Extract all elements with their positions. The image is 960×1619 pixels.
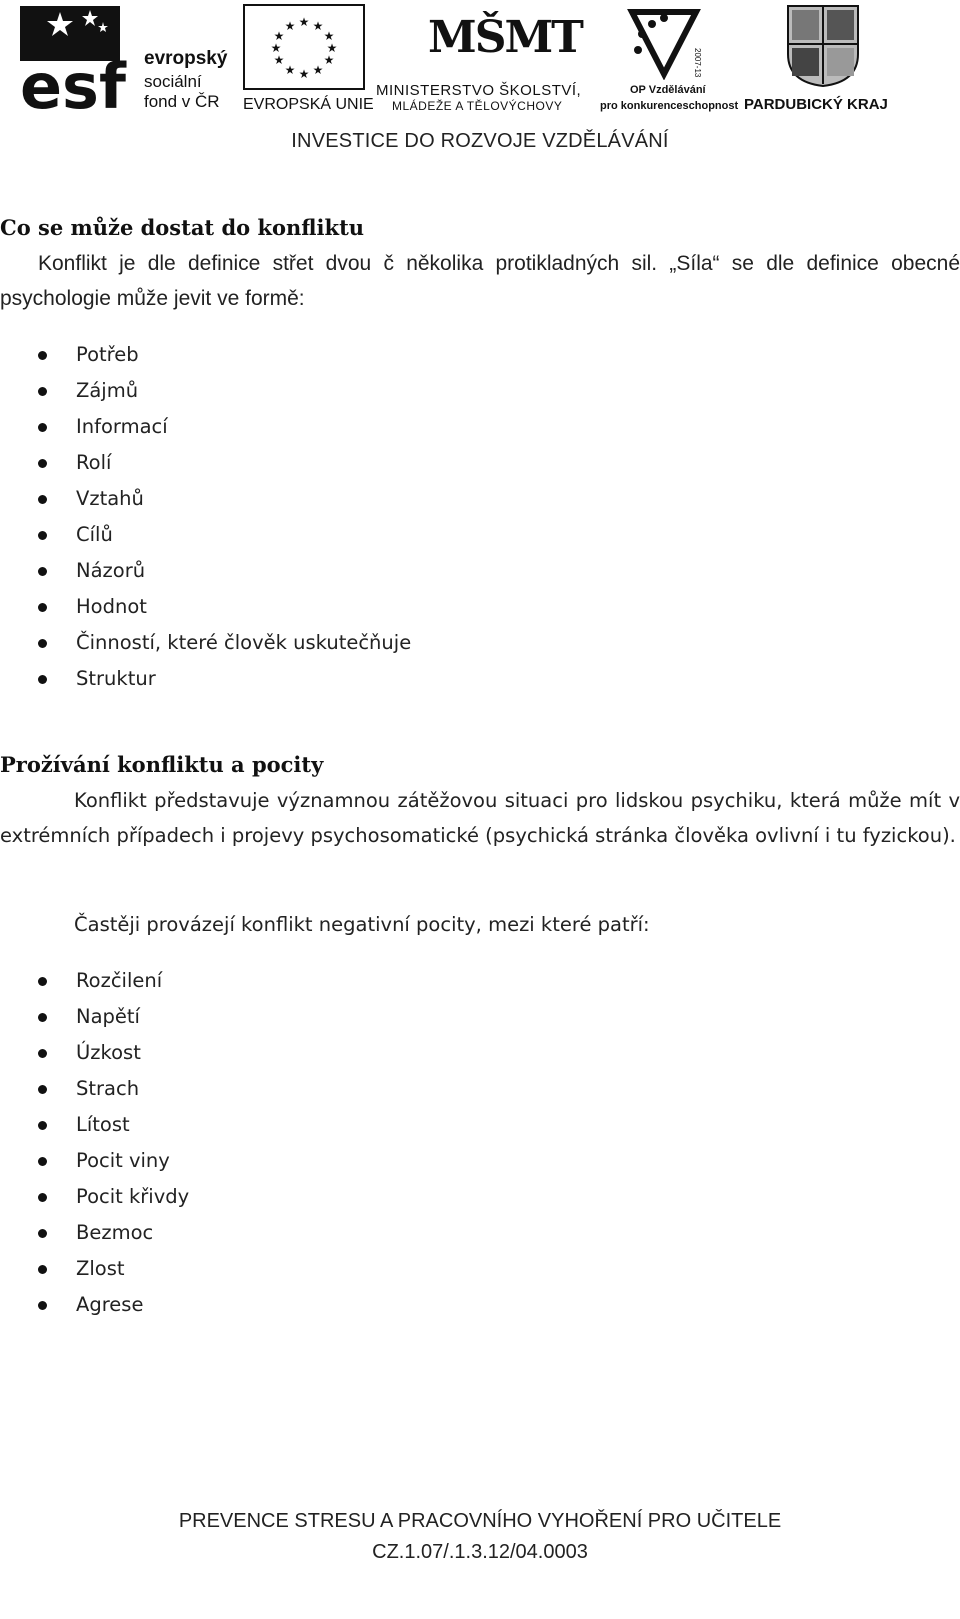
op-vk-mark-icon xyxy=(624,4,704,80)
op-line2: pro konkurenceschopnost xyxy=(600,100,739,112)
msmt-mark: MŠMT xyxy=(428,12,582,63)
list-item: Činností, které člověk uskutečňuje xyxy=(0,625,411,661)
bullet-icon xyxy=(38,351,47,360)
bullet-icon xyxy=(38,495,47,504)
svg-text:★: ★ xyxy=(284,19,296,33)
section1-intro: Konflikt je dle definice střet dvou č několika protikladných sil. „Síla“ se dle definice obecné psychologie může jevit ve formě: xyxy=(0,252,960,310)
msmt-line2: MLÁDEŽE A TĚLOVÝCHOVY xyxy=(392,99,563,113)
bullet-icon xyxy=(38,639,47,648)
list-item: Názorů xyxy=(0,553,411,589)
bullet-icon xyxy=(38,531,47,540)
section1-list xyxy=(0,337,411,697)
coat-of-arms-icon xyxy=(786,4,860,88)
list-item: Zlost xyxy=(0,1251,189,1287)
op-vk-logo xyxy=(600,4,740,114)
bullet-icon xyxy=(38,1049,47,1058)
list-item: Vztahů xyxy=(0,481,411,517)
tagline: INVESTICE DO ROZVOJE VZDĚLÁVÁNÍ xyxy=(291,130,669,152)
kraj-label: PARDUBICKÝ KRAJ xyxy=(744,96,888,113)
list-item: Zájmů xyxy=(0,373,411,409)
footer-title: PREVENCE STRESU A PRACOVNÍHO VYHOŘENÍ PRO UČITELE xyxy=(178,1510,782,1532)
bullet-icon xyxy=(38,1193,47,1202)
svg-text:★: ★ xyxy=(273,29,285,43)
svg-text:★: ★ xyxy=(326,41,338,55)
bullet-icon xyxy=(38,1265,47,1274)
list-item: Rozčilení xyxy=(0,963,189,999)
svg-text:★: ★ xyxy=(270,41,282,55)
svg-text:★: ★ xyxy=(323,53,335,67)
bullet-icon xyxy=(38,1085,47,1094)
esf-line1: evropský xyxy=(144,48,228,69)
list-item: Informací xyxy=(0,409,411,445)
list-item: Potřeb xyxy=(0,337,411,373)
bullet-icon xyxy=(38,977,47,986)
section2-paragraph: Konflikt představuje významnou zátěžovou situaci pro lidskou psychiku, která může mít v extrémních případech i projevy psychosomatické (psychická stránka člověka ovlivní i tu fyzickou). xyxy=(0,789,960,847)
svg-text:★: ★ xyxy=(312,63,324,77)
bullet-icon xyxy=(38,1229,47,1238)
logo-band xyxy=(0,0,960,160)
op-line1: OP Vzdělávání xyxy=(630,84,706,96)
pardubicky-kraj-logo xyxy=(744,4,914,114)
list-item: Napětí xyxy=(0,999,189,1035)
svg-text:★: ★ xyxy=(298,67,310,81)
list-item: Úzkost xyxy=(0,1035,189,1071)
svg-text:★: ★ xyxy=(298,15,310,29)
bullet-icon xyxy=(38,1157,47,1166)
list-item: Agrese xyxy=(0,1287,189,1323)
svg-text:★: ★ xyxy=(312,19,324,33)
section1-title: Co se může dostat do konfliktu xyxy=(0,215,365,240)
section2-lead: Častěji provázejí konflikt negativní pocity, mezi které patří: xyxy=(74,913,650,936)
esf-mark-icon xyxy=(18,4,148,112)
eu-label: EVROPSKÁ UNIE xyxy=(243,96,374,113)
list-item: Pocit viny xyxy=(0,1143,189,1179)
list-item: Hodnot xyxy=(0,589,411,625)
eu-flag-icon xyxy=(243,4,365,90)
svg-text:★: ★ xyxy=(273,53,285,67)
bullet-icon xyxy=(38,1301,47,1310)
bullet-icon xyxy=(38,387,47,396)
section2-title: Prožívání konfliktu a pocity xyxy=(0,752,324,777)
section2-list xyxy=(0,963,189,1323)
list-item: Bezmoc xyxy=(0,1215,189,1251)
list-item: Pocit křivdy xyxy=(0,1179,189,1215)
bullet-icon xyxy=(38,1013,47,1022)
list-item: Cílů xyxy=(0,517,411,553)
esf-line2: sociální xyxy=(144,72,202,91)
svg-text:★: ★ xyxy=(284,63,296,77)
msmt-logo xyxy=(376,2,596,114)
list-item: Rolí xyxy=(0,445,411,481)
esf-line3: fond v ČR xyxy=(144,92,220,111)
bullet-icon xyxy=(38,567,47,576)
bullet-icon xyxy=(38,423,47,432)
svg-text:★: ★ xyxy=(323,29,335,43)
esf-logo xyxy=(18,4,238,114)
list-item: Lítost xyxy=(0,1107,189,1143)
bullet-icon xyxy=(38,1121,47,1130)
op-years: 2007-13 xyxy=(693,48,702,78)
list-item: Strach xyxy=(0,1071,189,1107)
msmt-line1: MINISTERSTVO ŠKOLSTVÍ, xyxy=(376,82,582,99)
footer-code: CZ.1.07/.1.3.12/04.0003 xyxy=(372,1541,588,1563)
bullet-icon xyxy=(38,603,47,612)
esf-brand: esf xyxy=(20,50,126,112)
eu-logo xyxy=(243,4,374,114)
list-item: Struktur xyxy=(0,661,411,697)
bullet-icon xyxy=(38,459,47,468)
bullet-icon xyxy=(38,675,47,684)
